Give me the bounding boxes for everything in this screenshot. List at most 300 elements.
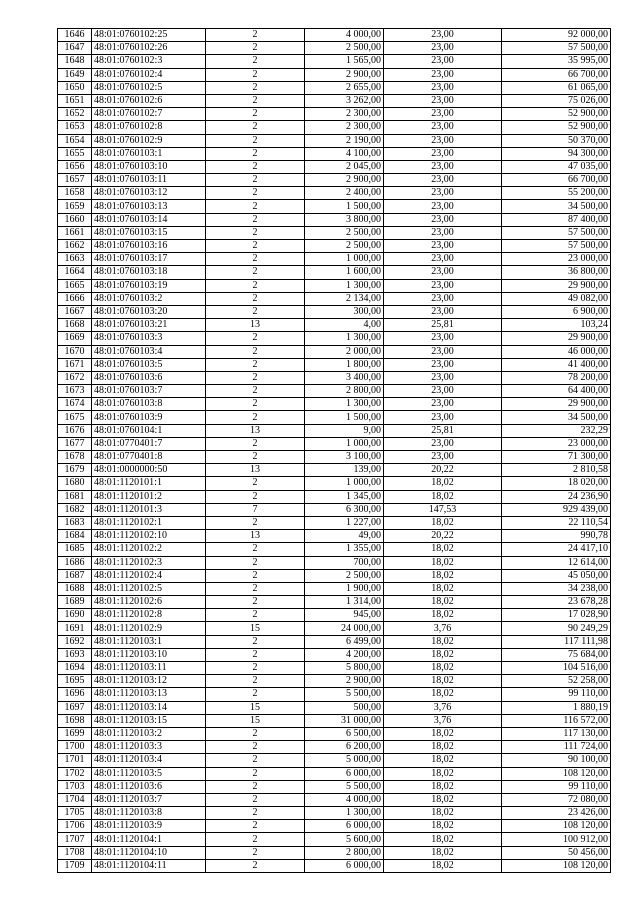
cell-cadastral-number: 48:01:0760103:15: [92, 226, 206, 239]
table-row: [58, 675, 611, 688]
table-row: [58, 556, 611, 569]
cell-value: 36 800,00: [502, 266, 611, 279]
cell-rate: 25,81: [384, 319, 502, 332]
cell-row-number: 1675: [58, 411, 92, 424]
cell-rate: 3,76: [384, 622, 502, 635]
cell-row-number: 1700: [58, 741, 92, 754]
cell-area: 2 500,00: [305, 569, 384, 582]
cell-rate: 23,00: [384, 345, 502, 358]
table-row: [58, 780, 611, 793]
cell-rate: 23,00: [384, 240, 502, 253]
cell-cadastral-number: 48:01:1120102:9: [92, 622, 206, 635]
cell-value: 41 400,00: [502, 358, 611, 371]
table-row: [58, 451, 611, 464]
cell-cadastral-number: 48:01:0770401:7: [92, 437, 206, 450]
cell-row-number: 1704: [58, 793, 92, 806]
cell-area: 4 000,00: [305, 29, 384, 42]
cell-cadastral-number: 48:01:1120103:3: [92, 741, 206, 754]
cell-rate: 23,00: [384, 81, 502, 94]
cell-cadastral-number: 48:01:0760102:7: [92, 108, 206, 121]
cell-row-number: 1665: [58, 279, 92, 292]
cell-area: 700,00: [305, 556, 384, 569]
table-row: [58, 793, 611, 806]
cell-cadastral-number: 48:01:0760103:13: [92, 200, 206, 213]
table-row: [58, 319, 611, 332]
cell-rate: 18,02: [384, 490, 502, 503]
cell-row-number: 1709: [58, 859, 92, 872]
table-row: [58, 345, 611, 358]
cell-value: 17 028,90: [502, 609, 611, 622]
table-row: [58, 569, 611, 582]
cell-category-code: 2: [206, 477, 305, 490]
table-row: [58, 688, 611, 701]
cell-category-code: 2: [206, 108, 305, 121]
cell-row-number: 1659: [58, 200, 92, 213]
cell-row-number: 1701: [58, 754, 92, 767]
cell-rate: 25,81: [384, 424, 502, 437]
cell-rate: 18,02: [384, 807, 502, 820]
cell-area: 1 355,00: [305, 543, 384, 556]
table-row: [58, 29, 611, 42]
cell-value: 116 572,00: [502, 714, 611, 727]
cell-value: 92 000,00: [502, 29, 611, 42]
table-row: [58, 530, 611, 543]
cell-row-number: 1657: [58, 174, 92, 187]
cell-rate: 23,00: [384, 226, 502, 239]
cell-area: 2 500,00: [305, 226, 384, 239]
cell-row-number: 1672: [58, 371, 92, 384]
cell-value: 45 050,00: [502, 569, 611, 582]
cell-category-code: 13: [206, 464, 305, 477]
cell-rate: 23,00: [384, 371, 502, 384]
cell-rate: 147,53: [384, 503, 502, 516]
cell-cadastral-number: 48:01:1120104:1: [92, 833, 206, 846]
cell-category-code: 2: [206, 81, 305, 94]
table-row: [58, 635, 611, 648]
table-row: [58, 213, 611, 226]
cell-value: 46 000,00: [502, 345, 611, 358]
cell-area: 1 227,00: [305, 516, 384, 529]
cell-area: 6 500,00: [305, 727, 384, 740]
cell-category-code: 13: [206, 424, 305, 437]
cell-category-code: 2: [206, 807, 305, 820]
cell-category-code: 13: [206, 530, 305, 543]
cell-value: 78 200,00: [502, 371, 611, 384]
table-row: [58, 714, 611, 727]
cell-value: 23 678,28: [502, 596, 611, 609]
cell-value: 72 080,00: [502, 793, 611, 806]
cell-area: 24 000,00: [305, 622, 384, 635]
table-row: [58, 160, 611, 173]
cell-value: 24 417,10: [502, 543, 611, 556]
cell-area: 1 300,00: [305, 807, 384, 820]
cell-value: 29 900,00: [502, 279, 611, 292]
cell-value: 87 400,00: [502, 213, 611, 226]
cell-cadastral-number: 48:01:0760103:12: [92, 187, 206, 200]
cell-row-number: 1676: [58, 424, 92, 437]
cell-category-code: 2: [206, 398, 305, 411]
cell-rate: 18,02: [384, 675, 502, 688]
table-row: [58, 398, 611, 411]
cell-row-number: 1660: [58, 213, 92, 226]
cell-category-code: 2: [206, 609, 305, 622]
cell-rate: 18,02: [384, 662, 502, 675]
cell-cadastral-number: 48:01:1120103:9: [92, 820, 206, 833]
cell-cadastral-number: 48:01:0760103:4: [92, 345, 206, 358]
table-row: [58, 68, 611, 81]
cell-area: 1 000,00: [305, 437, 384, 450]
cell-area: 5 500,00: [305, 688, 384, 701]
cell-value: 34 238,00: [502, 582, 611, 595]
cell-category-code: 2: [206, 754, 305, 767]
cell-cadastral-number: 48:01:1120102:8: [92, 609, 206, 622]
cell-rate: 18,02: [384, 754, 502, 767]
cell-row-number: 1674: [58, 398, 92, 411]
cell-area: 1 300,00: [305, 332, 384, 345]
cell-category-code: 2: [206, 780, 305, 793]
cell-row-number: 1647: [58, 42, 92, 55]
cell-area: 139,00: [305, 464, 384, 477]
cell-area: 3 100,00: [305, 451, 384, 464]
table-row: [58, 358, 611, 371]
cell-rate: 20,22: [384, 464, 502, 477]
cell-rate: 18,02: [384, 846, 502, 859]
cell-area: 6 300,00: [305, 503, 384, 516]
cell-rate: 18,02: [384, 582, 502, 595]
table-row: [58, 200, 611, 213]
cell-row-number: 1689: [58, 596, 92, 609]
cell-cadastral-number: 48:01:0770401:8: [92, 451, 206, 464]
cell-cadastral-number: 48:01:0760102:3: [92, 55, 206, 68]
cell-cadastral-number: 48:01:1120103:6: [92, 780, 206, 793]
cell-category-code: 2: [206, 490, 305, 503]
cell-row-number: 1661: [58, 226, 92, 239]
cell-value: 117 130,00: [502, 727, 611, 740]
cell-area: 2 500,00: [305, 240, 384, 253]
cell-area: 31 000,00: [305, 714, 384, 727]
table-row: [58, 385, 611, 398]
cell-rate: 18,02: [384, 741, 502, 754]
cell-row-number: 1663: [58, 253, 92, 266]
cell-category-code: 13: [206, 319, 305, 332]
cell-rate: 18,02: [384, 569, 502, 582]
cell-area: 5 600,00: [305, 833, 384, 846]
cell-row-number: 1707: [58, 833, 92, 846]
cell-value: 35 995,00: [502, 55, 611, 68]
cell-row-number: 1652: [58, 108, 92, 121]
cell-area: 6 499,00: [305, 635, 384, 648]
cell-rate: 23,00: [384, 213, 502, 226]
cell-row-number: 1671: [58, 358, 92, 371]
cell-category-code: 2: [206, 833, 305, 846]
cell-value: 232,29: [502, 424, 611, 437]
cell-value: 1 880,19: [502, 701, 611, 714]
cell-cadastral-number: 48:01:1120102:2: [92, 543, 206, 556]
cell-rate: 18,02: [384, 556, 502, 569]
cell-area: 49,00: [305, 530, 384, 543]
cell-cadastral-number: 48:01:0760103:20: [92, 305, 206, 318]
table-row: [58, 622, 611, 635]
cell-area: 5 800,00: [305, 662, 384, 675]
table-row: [58, 253, 611, 266]
cell-row-number: 1662: [58, 240, 92, 253]
cell-row-number: 1669: [58, 332, 92, 345]
cell-row-number: 1649: [58, 68, 92, 81]
cell-value: 57 500,00: [502, 42, 611, 55]
cell-rate: 23,00: [384, 147, 502, 160]
cell-row-number: 1684: [58, 530, 92, 543]
cell-value: 12 614,00: [502, 556, 611, 569]
cell-rate: 18,02: [384, 688, 502, 701]
cell-cadastral-number: 48:01:1120103:8: [92, 807, 206, 820]
cell-rate: 18,02: [384, 596, 502, 609]
cell-area: 2 300,00: [305, 121, 384, 134]
cell-category-code: 2: [206, 279, 305, 292]
cell-cadastral-number: 48:01:1120103:12: [92, 675, 206, 688]
cell-value: 34 500,00: [502, 411, 611, 424]
table-row: [58, 741, 611, 754]
table-row: [58, 94, 611, 107]
cell-value: 99 110,00: [502, 780, 611, 793]
table-row: [58, 424, 611, 437]
cell-value: 6 900,00: [502, 305, 611, 318]
cell-row-number: 1651: [58, 94, 92, 107]
cell-area: 2 800,00: [305, 385, 384, 398]
cell-cadastral-number: 48:01:1120103:5: [92, 767, 206, 780]
cadastral-value-table: [57, 28, 611, 873]
cell-area: 1 345,00: [305, 490, 384, 503]
cell-cadastral-number: 48:01:0000000:50: [92, 464, 206, 477]
cell-category-code: 15: [206, 714, 305, 727]
cell-rate: 18,02: [384, 609, 502, 622]
cell-value: 55 200,00: [502, 187, 611, 200]
cell-area: 2 134,00: [305, 292, 384, 305]
table-row: [58, 279, 611, 292]
cell-rate: 18,02: [384, 635, 502, 648]
cell-value: 22 110,54: [502, 516, 611, 529]
cell-value: 111 724,00: [502, 741, 611, 754]
cell-row-number: 1708: [58, 846, 92, 859]
cell-value: 108 120,00: [502, 859, 611, 872]
cell-rate: 23,00: [384, 279, 502, 292]
cell-category-code: 2: [206, 437, 305, 450]
cell-row-number: 1667: [58, 305, 92, 318]
cell-rate: 23,00: [384, 42, 502, 55]
cell-value: 103,24: [502, 319, 611, 332]
cell-value: 52 258,00: [502, 675, 611, 688]
cell-cadastral-number: 48:01:1120102:6: [92, 596, 206, 609]
cell-value: 57 500,00: [502, 240, 611, 253]
cell-cadastral-number: 48:01:0760102:4: [92, 68, 206, 81]
cell-value: 90 249,29: [502, 622, 611, 635]
cell-row-number: 1683: [58, 516, 92, 529]
cell-value: 57 500,00: [502, 226, 611, 239]
cell-category-code: 2: [206, 543, 305, 556]
cell-row-number: 1706: [58, 820, 92, 833]
cell-area: 1 300,00: [305, 279, 384, 292]
table-row: [58, 807, 611, 820]
cell-area: 6 200,00: [305, 741, 384, 754]
table-row: [58, 543, 611, 556]
cell-rate: 23,00: [384, 94, 502, 107]
cell-category-code: 2: [206, 187, 305, 200]
table-row: [58, 662, 611, 675]
cell-rate: 18,02: [384, 516, 502, 529]
cell-rate: 23,00: [384, 174, 502, 187]
table-row: [58, 187, 611, 200]
cell-cadastral-number: 48:01:0760102:26: [92, 42, 206, 55]
cell-category-code: 2: [206, 240, 305, 253]
cell-row-number: 1698: [58, 714, 92, 727]
cell-cadastral-number: 48:01:1120103:10: [92, 648, 206, 661]
table-row: [58, 503, 611, 516]
cell-value: 34 500,00: [502, 200, 611, 213]
cell-area: 4 100,00: [305, 147, 384, 160]
cell-rate: 18,02: [384, 820, 502, 833]
cell-category-code: 2: [206, 213, 305, 226]
cell-rate: 18,02: [384, 859, 502, 872]
cell-rate: 23,00: [384, 305, 502, 318]
cell-value: 75 684,00: [502, 648, 611, 661]
cell-area: 2 900,00: [305, 675, 384, 688]
cell-cadastral-number: 48:01:1120103:11: [92, 662, 206, 675]
cell-row-number: 1679: [58, 464, 92, 477]
cell-area: 1 800,00: [305, 358, 384, 371]
table-row: [58, 266, 611, 279]
table-row: [58, 477, 611, 490]
cell-cadastral-number: 48:01:0760103:8: [92, 398, 206, 411]
cell-rate: 23,00: [384, 121, 502, 134]
cell-category-code: 2: [206, 596, 305, 609]
cell-rate: 18,02: [384, 767, 502, 780]
cell-row-number: 1680: [58, 477, 92, 490]
cell-area: 6 000,00: [305, 767, 384, 780]
cell-area: 945,00: [305, 609, 384, 622]
cell-cadastral-number: 48:01:0760103:14: [92, 213, 206, 226]
table-row: [58, 332, 611, 345]
cell-value: 90 100,00: [502, 754, 611, 767]
cell-rate: 18,02: [384, 543, 502, 556]
cell-category-code: 2: [206, 292, 305, 305]
table-row: [58, 846, 611, 859]
cell-category-code: 2: [206, 727, 305, 740]
table-row: [58, 754, 611, 767]
table-row: [58, 820, 611, 833]
cell-area: 2 900,00: [305, 68, 384, 81]
cell-value: 66 700,00: [502, 68, 611, 81]
table-row: [58, 859, 611, 872]
cell-category-code: 2: [206, 635, 305, 648]
table-row: [58, 596, 611, 609]
cell-category-code: 2: [206, 371, 305, 384]
table-row: [58, 609, 611, 622]
cell-category-code: 2: [206, 332, 305, 345]
cell-rate: 18,02: [384, 727, 502, 740]
table-row: [58, 411, 611, 424]
cell-cadastral-number: 48:01:0760103:10: [92, 160, 206, 173]
cell-cadastral-number: 48:01:0760103:11: [92, 174, 206, 187]
cell-cadastral-number: 48:01:0760102:6: [92, 94, 206, 107]
table-row: [58, 121, 611, 134]
cell-cadastral-number: 48:01:1120103:1: [92, 635, 206, 648]
cell-row-number: 1694: [58, 662, 92, 675]
cell-category-code: 2: [206, 662, 305, 675]
table-row: [58, 81, 611, 94]
cell-value: 929 439,00: [502, 503, 611, 516]
cell-category-code: 2: [206, 793, 305, 806]
table-row: [58, 701, 611, 714]
cell-row-number: 1673: [58, 385, 92, 398]
cell-area: 4,00: [305, 319, 384, 332]
cell-row-number: 1646: [58, 29, 92, 42]
cell-cadastral-number: 48:01:1120103:14: [92, 701, 206, 714]
cell-value: 18 020,00: [502, 477, 611, 490]
cell-area: 1 600,00: [305, 266, 384, 279]
cell-cadastral-number: 48:01:0760102:25: [92, 29, 206, 42]
cell-rate: 23,00: [384, 358, 502, 371]
cell-rate: 23,00: [384, 187, 502, 200]
cell-row-number: 1670: [58, 345, 92, 358]
cell-rate: 23,00: [384, 292, 502, 305]
cell-area: 500,00: [305, 701, 384, 714]
cell-row-number: 1703: [58, 780, 92, 793]
cell-row-number: 1677: [58, 437, 92, 450]
cell-area: 2 300,00: [305, 108, 384, 121]
cell-row-number: 1648: [58, 55, 92, 68]
cell-rate: 18,02: [384, 833, 502, 846]
cell-category-code: 2: [206, 200, 305, 213]
cell-value: 108 120,00: [502, 820, 611, 833]
cell-rate: 20,22: [384, 530, 502, 543]
cell-rate: 23,00: [384, 134, 502, 147]
cell-value: 50 456,00: [502, 846, 611, 859]
cell-cadastral-number: 48:01:0760102:9: [92, 134, 206, 147]
cell-category-code: 2: [206, 385, 305, 398]
cell-cadastral-number: 48:01:1120103:7: [92, 793, 206, 806]
cell-rate: 23,00: [384, 68, 502, 81]
cell-value: 2 810,58: [502, 464, 611, 477]
cell-category-code: 2: [206, 767, 305, 780]
cell-cadastral-number: 48:01:0760103:16: [92, 240, 206, 253]
cell-rate: 18,02: [384, 648, 502, 661]
cell-area: 3 400,00: [305, 371, 384, 384]
cell-cadastral-number: 48:01:1120102:10: [92, 530, 206, 543]
cell-category-code: 2: [206, 147, 305, 160]
cell-value: 94 300,00: [502, 147, 611, 160]
cell-category-code: 2: [206, 253, 305, 266]
cell-rate: 3,76: [384, 714, 502, 727]
cell-category-code: 2: [206, 820, 305, 833]
cell-cadastral-number: 48:01:1120103:13: [92, 688, 206, 701]
cell-cadastral-number: 48:01:1120102:4: [92, 569, 206, 582]
cell-row-number: 1685: [58, 543, 92, 556]
cell-cadastral-number: 48:01:1120101:2: [92, 490, 206, 503]
cell-category-code: 15: [206, 701, 305, 714]
cell-row-number: 1687: [58, 569, 92, 582]
cell-category-code: 2: [206, 688, 305, 701]
cell-category-code: 2: [206, 29, 305, 42]
cell-cadastral-number: 48:01:0760103:7: [92, 385, 206, 398]
cell-category-code: 2: [206, 675, 305, 688]
table-row: [58, 767, 611, 780]
cell-category-code: 2: [206, 68, 305, 81]
cell-area: 3 800,00: [305, 213, 384, 226]
cell-value: 23 000,00: [502, 437, 611, 450]
cell-value: 47 035,00: [502, 160, 611, 173]
cell-row-number: 1693: [58, 648, 92, 661]
cell-rate: 23,00: [384, 451, 502, 464]
cell-category-code: 2: [206, 648, 305, 661]
